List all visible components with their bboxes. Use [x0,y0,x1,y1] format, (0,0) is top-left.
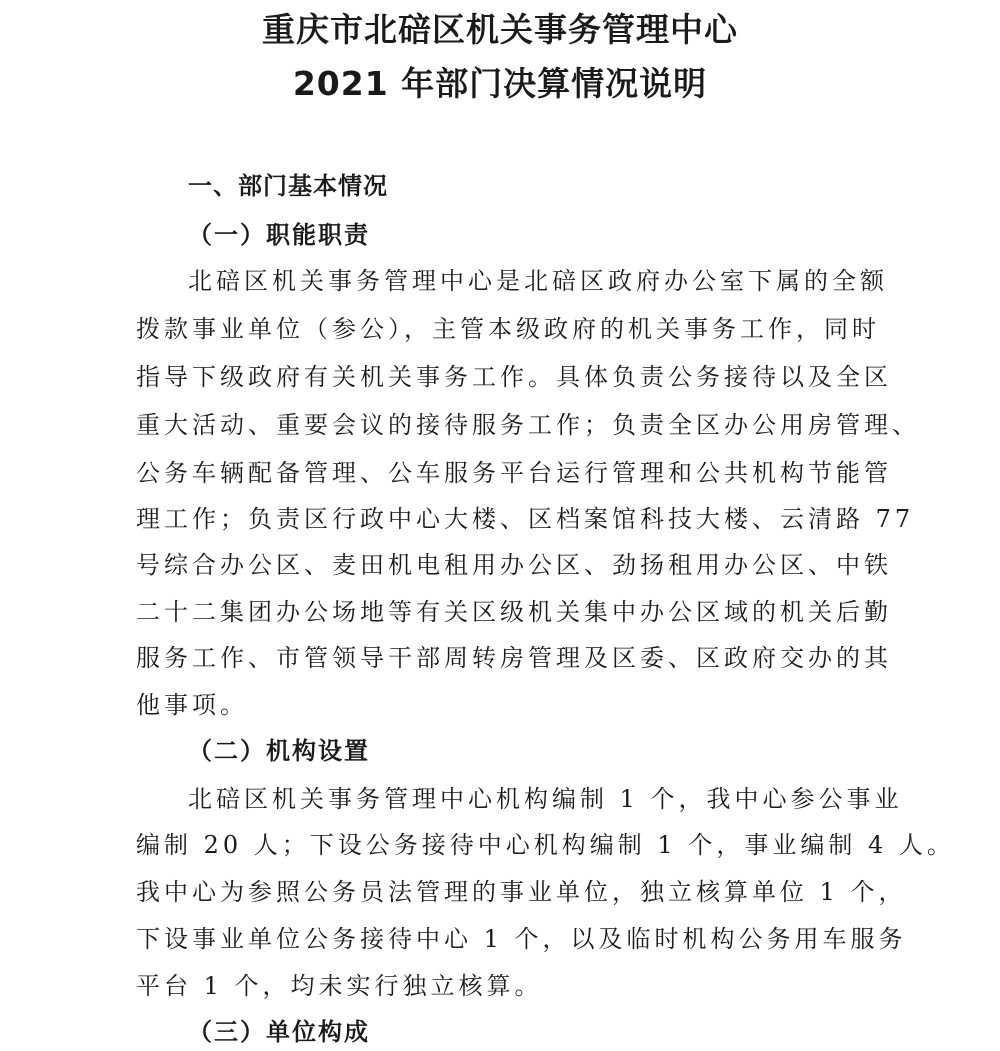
paragraph-line: 拨款事业单位（参公），主管本级政府的机关事务工作，同时 [136,315,880,343]
paragraph-line: 下设事业单位公务接待中心 1 个，以及临时机构公务用车服务 [136,925,907,953]
paragraph-line: 公务车辆配备管理、公车服务平台运行管理和公共机构节能管 [136,459,892,487]
paragraph-line: 理工作；负责区行政中心大楼、区档案馆科技大楼、云清路 77 [136,505,915,533]
paragraph-line: 编制 20 人；下设公务接待中心机构编制 1 个，事业编制 4 人。 [136,831,955,859]
paragraph-line: 北碚区机关事务管理中心是北碚区政府办公室下属的全额 [188,267,888,295]
paragraph-line: 我中心为参照公务员法管理的事业单位，独立核算单位 1 个， [136,878,907,906]
paragraph-line: 服务工作、市管领导干部周转房管理及区委、区政府交办的其 [136,644,892,672]
section-heading-basic-info: 一、部门基本情况 [188,172,388,200]
subsection-heading-organization: （二）机构设置 [188,737,370,765]
paragraph-line: 北碚区机关事务管理中心机构编制 1 个，我中心参公事业 [188,785,903,813]
document-title-line-1: 重庆市北碚区机关事务管理中心 [262,10,738,49]
paragraph-line: 重大活动、重要会议的接待服务工作；负责全区办公用房管理、 [136,411,920,439]
document-title-line-2: 2021 年部门决算情况说明 [292,64,708,103]
subsection-heading-functions: （一）职能职责 [188,221,370,249]
paragraph-line: 他事项。 [136,691,248,719]
paragraph-line: 号综合办公区、麦田机电租用办公区、劲扬租用办公区、中铁 [136,551,892,579]
paragraph-line: 二十二集团办公场地等有关区级机关集中办公区域的机关后勤 [136,598,892,626]
paragraph-line: 平台 1 个，均未实行独立核算。 [136,972,543,1000]
paragraph-line: 指导下级政府有关机关事务工作。具体负责公务接待以及全区 [136,363,892,391]
subsection-heading-composition: （三）单位构成 [188,1018,370,1046]
